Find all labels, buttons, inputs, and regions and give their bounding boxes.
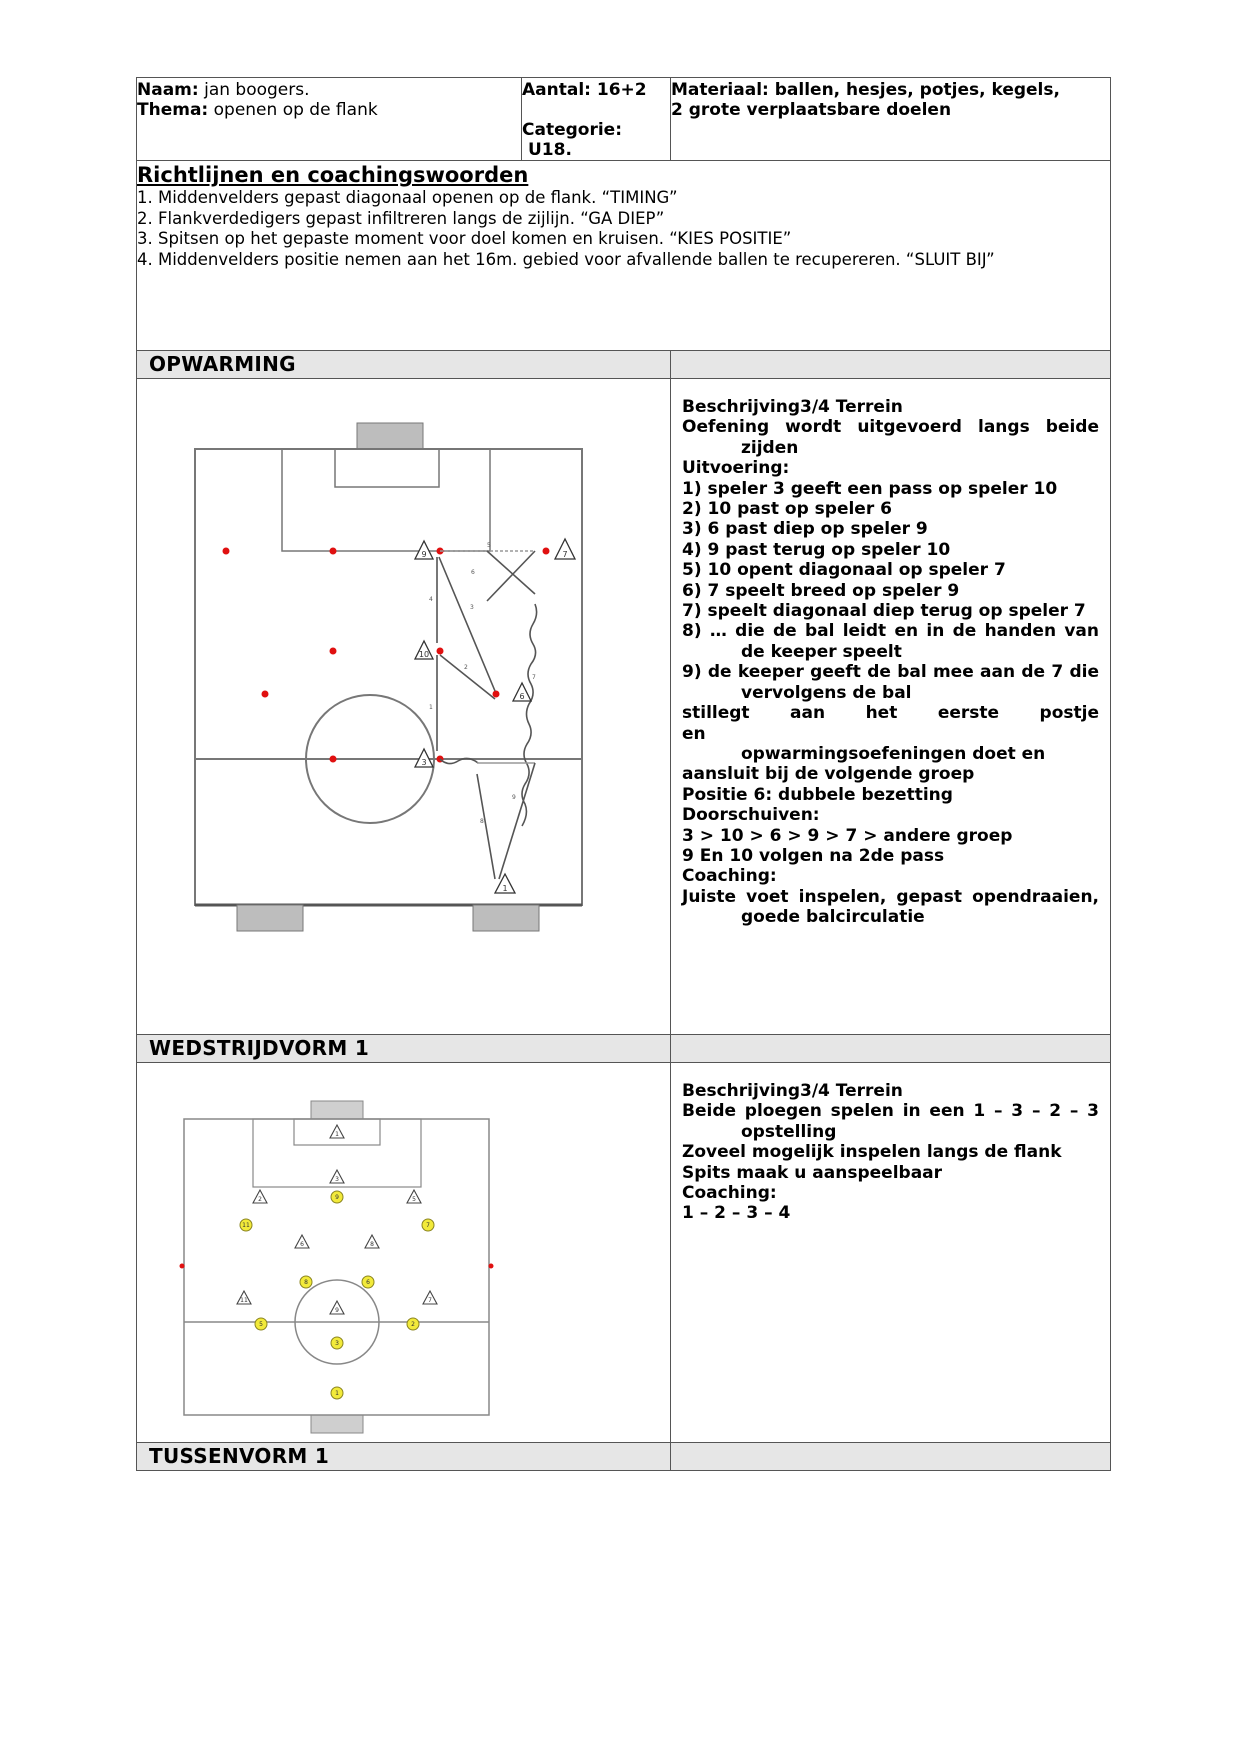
thema-line <box>137 100 521 120</box>
opwarming-description-cell <box>671 379 1111 1035</box>
desc-line: 1) speler 3 geeft een pass op speler 10 <box>682 478 1058 499</box>
pass-number-7: 7 <box>532 674 536 681</box>
pass-number-8: 8 <box>480 818 484 825</box>
desc-line: Coaching: <box>682 866 777 887</box>
aantal: Aantal: 16+2 <box>522 80 647 100</box>
goal-area <box>335 449 439 487</box>
desc-line: opwarmingsoefeningen doet en <box>741 743 1046 764</box>
pass-line <box>477 774 495 879</box>
cones <box>223 548 550 763</box>
cone <box>180 1264 185 1269</box>
desc-line: 1 – 2 – 3 – 4 <box>682 1203 791 1224</box>
desc-line: 5) 10 opent diagonaal op speler 7 <box>682 560 1006 581</box>
player-9-label: 9 <box>421 550 427 559</box>
wedstrijdvorm-row <box>137 1063 1111 1443</box>
desc-line: 3 > 10 > 6 > 9 > 7 > andere groep <box>682 825 1013 846</box>
desc-line: opstelling <box>741 1121 837 1142</box>
yellow-team-numbers <box>242 1194 430 1397</box>
cone <box>330 756 337 763</box>
desc-line: Beschrijving3/4 Terrein <box>682 1081 903 1101</box>
pass-number-5: 5 <box>487 542 491 549</box>
yellow-player-label: 3 <box>335 1340 339 1347</box>
white-player-label: 9 <box>335 1307 339 1314</box>
desc-line: Zoveel mogelijk inspelen langs de flank <box>682 1142 1062 1163</box>
desc-line: 7) speelt diagonaal diep terug op speler 7 <box>682 601 1086 622</box>
richtlijn-3: 3. Spitsen op het gepaste moment voor doel komen en kruisen. “KIES POSITIE” <box>137 229 792 248</box>
materiaal-line2: 2 grote verplaatsbare doelen <box>671 100 952 120</box>
desc-line: Juiste voet inspelen, gepast opendraaien, <box>682 886 1099 907</box>
desc-line: Coaching: <box>682 1183 777 1204</box>
opwarming-diagram <box>137 379 671 1030</box>
desc-line: 2) 10 past op speler 6 <box>682 499 892 520</box>
cone <box>223 548 230 555</box>
pass-numbers <box>429 542 536 825</box>
naam-label: Naam: <box>137 80 199 100</box>
desc-line: aansluit bij de volgende groep <box>682 764 975 785</box>
white-player-label: 2 <box>258 1196 262 1203</box>
wedstrijdvorm-description <box>671 1063 1110 1224</box>
pass-number-4: 4 <box>429 596 433 603</box>
yellow-player-label: 1 <box>335 1390 339 1397</box>
keeper-label: 1 <box>502 884 508 893</box>
desc-line: stillegt aan het eerste postje en <box>682 703 1099 744</box>
cone <box>262 691 269 698</box>
richtlijnen-cell <box>137 161 1111 351</box>
yellow-player-label: 8 <box>304 1279 308 1286</box>
opwarming-bar-right <box>671 351 1111 379</box>
desc-line: 9) de keeper geeft de bal mee aan de 7 die <box>682 662 1099 683</box>
desc-line: Positie 6: dubbele bezetting <box>682 784 953 805</box>
run-line <box>522 604 537 826</box>
thema-value: openen op de flank <box>213 100 378 120</box>
materiaal-cell <box>671 78 1111 161</box>
richtlijn-2: 2. Flankverdedigers gepast infiltreren langs de zijlijn. “GA DIEP” <box>137 208 665 228</box>
player-10-label: 10 <box>418 650 430 659</box>
wedstrijdvorm-bar-row <box>137 1035 1111 1063</box>
white-player-label: 11 <box>240 1297 248 1304</box>
opwarming-diagram-cell <box>137 379 671 1035</box>
pitch-outline <box>184 1119 489 1415</box>
pass-line <box>440 655 495 699</box>
player-3-label: 3 <box>421 758 427 767</box>
wedstrijdvorm-bar-right <box>671 1035 1111 1063</box>
yellow-player-label: 7 <box>426 1222 430 1229</box>
desc-line: goede balcirculatie <box>741 907 925 928</box>
desc-line: Oefening wordt uitgevoerd langs beide <box>682 417 1099 438</box>
desc-line: vervolgens de bal <box>741 682 912 703</box>
cone <box>330 548 337 555</box>
white-team-numbers <box>240 1131 432 1314</box>
penalty-area <box>282 449 490 551</box>
player-6-label: 6 <box>519 692 525 701</box>
wedstrijdvorm-label: WEDSTRIJDVORM 1 <box>137 1035 671 1063</box>
player-numbers <box>419 550 568 893</box>
opwarming-bar-row <box>137 351 1111 379</box>
desc-line: zijden <box>741 437 799 458</box>
goal-net-bottom <box>311 1415 363 1433</box>
wedstrijdvorm-diagram-cell <box>137 1063 671 1443</box>
goal-net-bottom-right <box>473 905 539 931</box>
desc-line: Uitvoering: <box>682 458 790 479</box>
pass-line <box>499 763 535 879</box>
training-sheet <box>136 77 1110 1471</box>
yellow-team <box>240 1191 434 1399</box>
thema-label: Thema: <box>137 100 209 120</box>
pass-number-9: 9 <box>512 794 516 801</box>
desc-line: 4) 9 past terug op speler 10 <box>682 539 951 560</box>
white-team <box>237 1125 437 1314</box>
richtlijn-1: 1. Middenvelders gepast diagonaal openen op de flank. “TIMING” <box>137 188 678 207</box>
pass-number-1: 1 <box>429 704 433 711</box>
desc-line: 9 En 10 volgen na 2de pass <box>682 845 945 866</box>
richtlijnen-title: Richtlijnen en coachingswoorden <box>137 163 529 187</box>
naam-value: jan boogers. <box>204 80 310 100</box>
goal-net-top <box>357 423 423 449</box>
materiaal-line1: Materiaal: ballen, hesjes, potjes, kegels, <box>671 80 1060 100</box>
training-table <box>136 77 1111 1471</box>
player-7-label: 7 <box>562 550 568 559</box>
goal-net-bottom-left <box>237 905 303 931</box>
tussenvorm-bar-row <box>137 1443 1111 1471</box>
pass-number-2: 2 <box>464 664 468 671</box>
wedstrijdvorm-description-cell <box>671 1063 1111 1443</box>
naam-line <box>137 80 521 100</box>
pass-number-3: 3 <box>470 604 474 611</box>
yellow-player-label: 6 <box>366 1279 370 1286</box>
desc-line: de keeper speelt <box>741 641 902 662</box>
header-row <box>137 78 1111 161</box>
pass-number-6: 6 <box>471 569 475 576</box>
richtlijn-4: 4. Middenvelders positie nemen aan het 16m. gebied voor afvallende ballen te recupereren. “SLUIT BIJ” <box>137 249 995 269</box>
desc-line: Doorschuiven: <box>682 805 820 826</box>
categorie-value: U18. <box>528 140 572 160</box>
desc-line: 3) 6 past diep op speler 9 <box>682 519 928 540</box>
cone <box>330 648 337 655</box>
desc-line: 6) 7 speelt breed op speler 9 <box>682 580 960 601</box>
yellow-player-label: 9 <box>335 1194 339 1201</box>
cone <box>543 548 550 555</box>
white-player-label: 5 <box>412 1196 416 1203</box>
yellow-player-label: 11 <box>242 1222 250 1229</box>
white-player-label: 7 <box>428 1297 432 1304</box>
richtlijnen-row <box>137 161 1111 351</box>
yellow-player-label: 5 <box>259 1321 263 1328</box>
cone <box>489 1264 494 1269</box>
tussenvorm-bar-right <box>671 1443 1111 1471</box>
opwarming-label: OPWARMING <box>137 351 671 379</box>
cone <box>437 648 444 655</box>
white-player-label: 1 <box>335 1131 339 1138</box>
white-player-label: 8 <box>370 1241 374 1248</box>
tussenvorm-label: TUSSENVORM 1 <box>137 1443 671 1471</box>
opwarming-row <box>137 379 1111 1035</box>
cone <box>493 691 500 698</box>
naam-thema-cell <box>137 78 522 161</box>
desc-line: Beide ploegen spelen in een 1 – 3 – 2 – 3 <box>682 1101 1099 1122</box>
white-player-label: 3 <box>335 1176 339 1183</box>
wedstrijdvorm-diagram <box>137 1063 671 1438</box>
aantal-categorie-cell <box>522 78 671 161</box>
categorie-label: Categorie: <box>522 120 622 140</box>
opwarming-description <box>671 379 1110 928</box>
desc-line: 8) … die de bal leidt en in de handen van <box>682 621 1099 642</box>
pitch-outline <box>195 449 582 905</box>
white-player-label: 6 <box>300 1241 304 1248</box>
desc-line: Beschrijving3/4 Terrein <box>682 397 903 417</box>
goal-net-top <box>311 1101 363 1119</box>
desc-line: Spits maak u aanspeelbaar <box>682 1162 943 1183</box>
yellow-player-label: 2 <box>411 1321 415 1328</box>
pass-lines <box>437 551 537 879</box>
